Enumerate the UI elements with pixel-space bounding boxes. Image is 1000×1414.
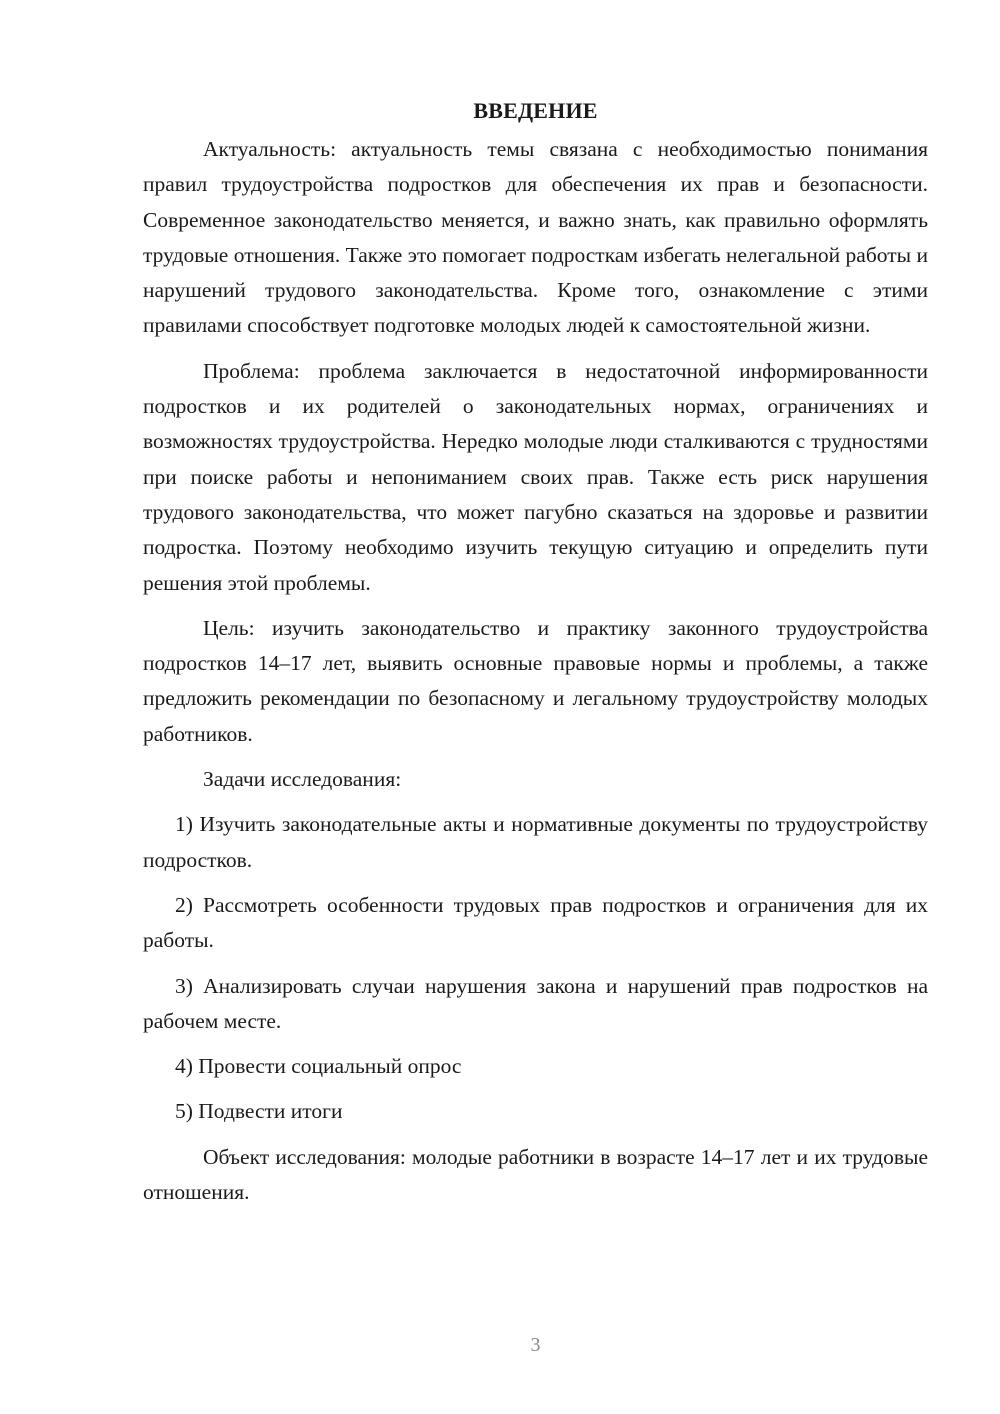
section-heading: ВВЕДЕНИЕ: [473, 98, 598, 123]
document-page: [143, 96, 928, 1220]
task-item: 2) Рассмотреть особенности трудовых прав подростков и ограничения для их работы.: [143, 892, 928, 953]
paragraph-goal: Цель: изучить законодательство и практику законного трудоустройства подростков 14–17 лет, выявить основные правовые нормы и проблемы, а также предложить рекомендации по безопасному и легальному трудоустройству молодых работников.: [143, 615, 928, 746]
page-number: 3: [530, 1334, 541, 1356]
task-item: 3) Анализировать случаи нарушения закона и нарушений прав подростков на рабочем месте.: [143, 973, 928, 1033]
paragraph-object: Объект исследования: молодые работники в возрасте 14–17 лет и их трудовые отношения.: [143, 1144, 928, 1205]
task-item: 4) Провести социальный опрос: [175, 1054, 462, 1079]
task-item: 5) Подвести итоги: [175, 1099, 343, 1124]
tasks-list: [143, 807, 928, 1129]
paragraph-relevance: Актуальность: актуальность темы связана с необходимостью понимания правил трудоустройства подростков для обеспечения их прав и безопасности. Современное законодательство меняется, и важно знать, как правильно оформлять трудовые отношения. Также это помогает подросткам избегать нелегальной работы и нарушений трудового законодательства. Кроме того, ознакомление с этими правилами способствует подготовке молодых людей к самостоятельной жизни.: [143, 137, 928, 338]
task-item: 1) Изучить законодательные акты и нормативные документы по трудоустройству подростков.: [143, 812, 928, 872]
tasks-title: Задачи исследования:: [203, 767, 402, 792]
paragraph-problem: Проблема: проблема заключается в недостаточной информированности подростков и их родителей о законодательных нормах, ограничениях и возможностях трудоустройства. Нередко молодые люди сталкиваются с трудностями при поиске работы и непониманием своих прав. Также есть риск нарушения трудового законодательства, что может пагубно сказаться на здоровье и развитии подростка. Поэтому необходимо изучить текущую ситуацию и определить пути решения этой проблемы.: [143, 358, 928, 595]
